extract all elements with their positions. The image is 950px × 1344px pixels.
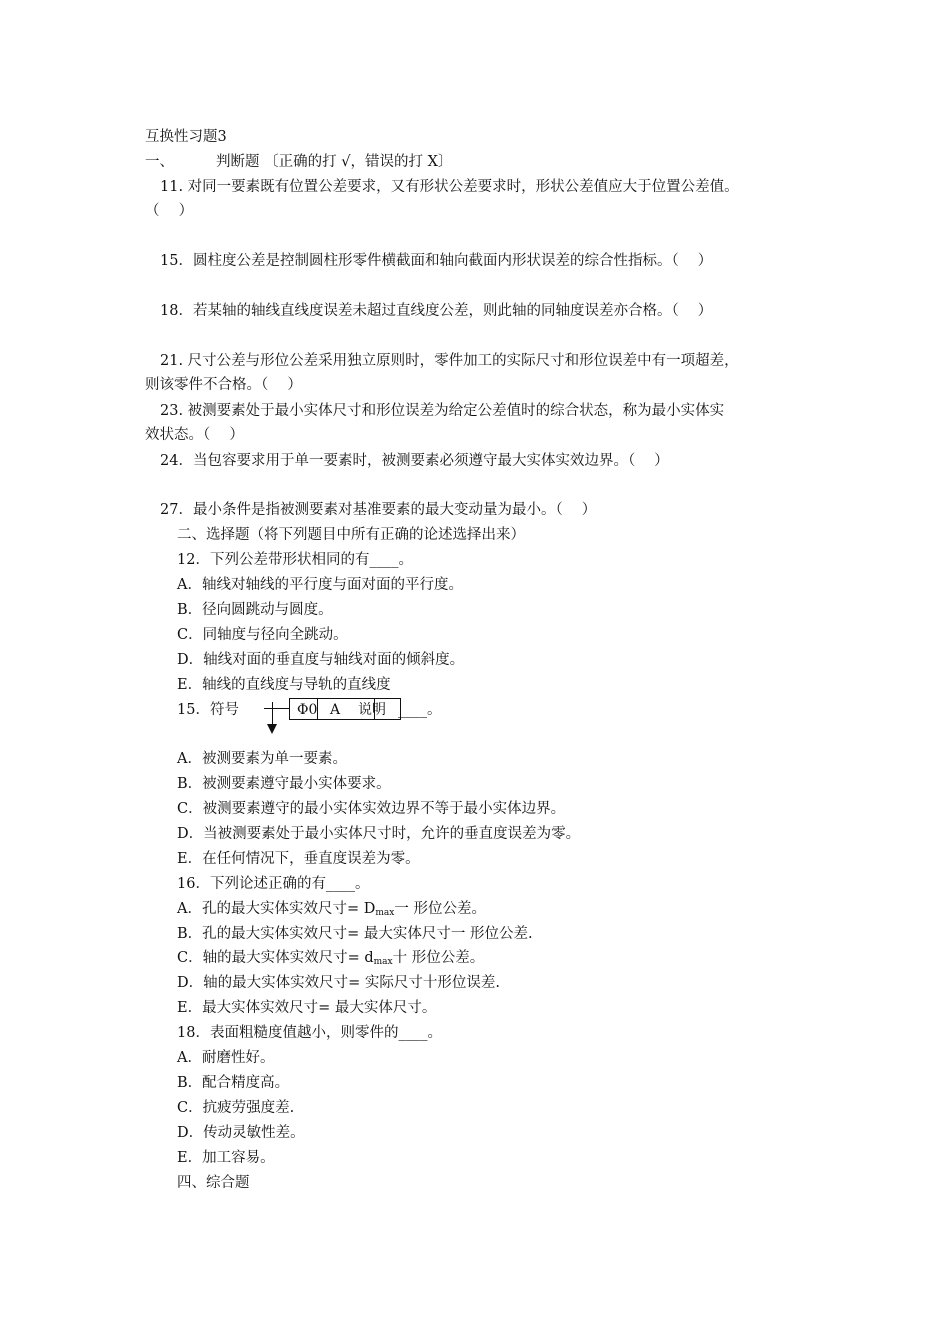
section1-heading-number: 一、 (145, 154, 174, 170)
page-title: 互换性习题3 (145, 129, 227, 145)
leader-line-vertical (272, 702, 273, 726)
frame-divider (317, 699, 318, 720)
mc-16-option-c (177, 949, 484, 969)
section2-heading: 二、选择题（将下列题目中所有正确的论述选择出来） (177, 527, 525, 543)
tolerance-frame-box (289, 698, 401, 720)
question-21: 21. 尺寸公差与形位公差采用独立原则时，零件加工的实际尺寸和形位误差中有一项超差， (160, 353, 739, 369)
section1-heading-text: 判断题 〔正确的打 √，错误的打 X〕 (216, 154, 453, 170)
mc-16-option-d: D．轴的最大实体实效尺寸= 实际尺寸十形位误差. (177, 975, 500, 991)
mc-16-option-b: B．孔的最大实体实效尺寸= 最大实体尺寸一 形位公差. (177, 926, 533, 942)
mc-15-option-d: D．当被测要素处于最小实体尺寸时，允许的垂直度误差为零。 (177, 826, 581, 842)
question-11-answer-blank: （ ） (145, 203, 194, 219)
mc-15-option-a: A．被测要素为单一要素。 (177, 751, 347, 767)
mc-15-option-b: B．被测要素遵守最小实体要求。 (177, 776, 391, 792)
mc-12-option-c: C．同轴度与径向全跳动。 (177, 627, 348, 643)
mc-15-option-c: C．被测要素遵守的最小实体实效边界不等于最小实体边界。 (177, 801, 566, 817)
mc-question-15-prefix: 15．符号 (177, 702, 239, 718)
mc-question-16: 16．下列论述正确的有____。 (177, 876, 370, 892)
mc-16-option-e: E．最大实体实效尺寸= 最大实体尺寸。 (177, 1000, 437, 1016)
tolerance-value-cell: Φ0 (297, 702, 318, 718)
question-11: 11. 对同一要素既有位置公差要求，又有形状公差要求时，形状公差值应大于位置公差值。 (160, 179, 739, 195)
mc-question-18: 18．表面粗糙度值越小，则零件的____。 (177, 1025, 442, 1041)
mc-12-option-d: D．轴线对面的垂直度与轴线对面的倾斜度。 (177, 652, 465, 668)
question-21-continued: 则该零件不合格。（ ） (145, 377, 302, 393)
option-text: 一 形位公差。 (394, 901, 486, 917)
mc-18-option-a: A．耐磨性好。 (177, 1050, 275, 1066)
section1-heading (145, 153, 452, 172)
mc-18-option-c: C．抗疲劳强度差. (177, 1100, 295, 1116)
question-27: 27．最小条件是指被测要素对基准要素的最大变动量为最小。（ ） (160, 502, 597, 518)
mc-12-option-e: E．轴线的直线度与导轨的直线度 (177, 677, 391, 693)
question-18: 18．若某轴的轴线直线度误差未超过直线度公差，则此轴的同轴度误差亦合格。（ ） (160, 303, 713, 319)
question-15: 15．圆柱度公差是控制圆柱形零件横截面和轴向截面内形状误差的综合性指标。（ ） (160, 253, 713, 269)
arrow-down-icon (267, 724, 277, 734)
question-23: 23. 被测要素处于最小实体尺寸和形位误差为给定公差值时的综合状态，称为最小实体实 (160, 403, 725, 419)
explanation-cell: 说明 (358, 702, 386, 718)
mc-18-option-b: B．配合精度高。 (177, 1075, 290, 1091)
option-text: A．孔的最大实体实效尺寸= D (177, 901, 376, 917)
mc-18-option-e: E．加工容易。 (177, 1150, 275, 1166)
subscript: max (375, 908, 395, 918)
mc-16-option-a (177, 900, 486, 920)
option-text: C．轴的最大实体实效尺寸= d (177, 950, 374, 966)
mc-12-option-b: B．径向圆跳动与圆度。 (177, 602, 333, 618)
mc-question-12: 12．下列公差带形状相同的有____。 (177, 552, 413, 568)
leader-line (264, 708, 289, 709)
option-text: 十 形位公差。 (392, 950, 485, 966)
mc-12-option-a: A．轴线对轴线的平行度与面对面的平行度。 (177, 577, 463, 593)
subscript: max (373, 957, 393, 967)
mc-15-option-e: E．在任何情况下，垂直度误差为零。 (177, 851, 420, 867)
mc-question-15-suffix: ____。 (398, 702, 442, 718)
question-24: 24．当包容要求用于单一要素时，被测要素必须遵守最大实体实效边界。（ ） (160, 453, 669, 469)
question-23-continued: 效状态。（ ） (145, 427, 244, 443)
section4-heading: 四、综合题 (177, 1175, 250, 1191)
mc-18-option-d: D．传动灵敏性差。 (177, 1125, 305, 1141)
datum-cell: A (330, 702, 341, 718)
